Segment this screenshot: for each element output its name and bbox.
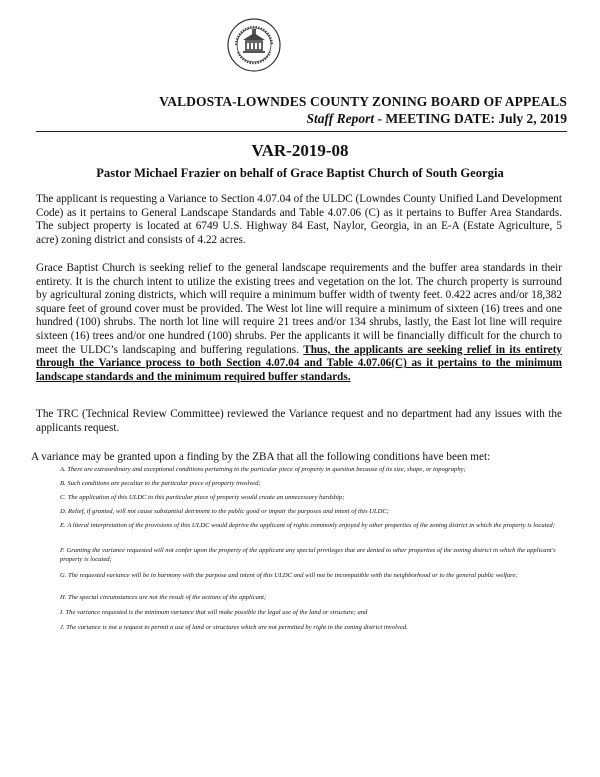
condition-item: E. A literal interpretation of the provisions of this ULDC would deprive the applicant of rights commonly enjoyed by other properties of the zoning district in which the property is located; [60,522,555,529]
relief-bold-text: Thus, the applicants are seeking relief in its entirety through the Variance process to both Section 4.07.04 and Table 4.07.06(C) as it pertains to the minimum landscape standards and the minimum required buffer standards. [36,343,563,383]
condition-item: H. The special circumstances are not the result of the actions of the applicant; [60,594,267,601]
condition-item: C. The application of this ULDC to this particular piece of property would create an unnecessary hardship; [60,494,345,501]
condition-item: A. There are extraordinary and exceptional conditions pertaining to the particular piece of property in question because of its size, shape, or topography; [60,466,466,473]
county-seal-logo [226,16,282,74]
conditions-intro: A variance may be granted upon a finding by the ZBA that all the following conditions have been met: [31,451,491,463]
condition-item: F. Granting the variance requested will not confer upon the property of the applicant any special privileges that are denied to other properties of the zoning district in which the applicant's property is located; [60,547,556,563]
request-paragraph: The applicant is requesting a Variance to Section 4.07.04 of the ULDC (Lowndes County Unified Land Development Code) as it pertains to General Landscape Standards and Table 4.07.06 (C) as it pertains to Buffer Area Standards. The subject property is located at 6749 U.S. Highway 84 East, Naylor, Georgia, in an E-A (Estate Agriculture, 5 acre) zoning district and consists of 4.22 acres. [36,193,562,246]
report-subtitle [0,111,567,127]
case-number: VAR-2019-08 [251,141,349,160]
relief-text: Grace Baptist Church is seeking relief to the general landscape requirements and the buffer area standards in their entirety. It is the church intent to utilize the existing trees and vegetation on the lot. The church property is surround by agricultural zoning districts, which will require a minimum buffer width of twenty feet. 0.422 acres and/or 18,382 square feet of ground cover must be provided. The West lot line will require a minimum of sixteen (16) trees and one hundred (100) shrubs. The north lot line will require 21 trees and/or 134 shrubs, lastly, the East lot line will require sixteen (16) trees and/or one hundred (100) shrubs. Per the applicants it will be financially difficult for the church to meet the ULDC’s landscaping and buffering regulations. [36,262,562,356]
trc-paragraph: The TRC (Technical Review Committee) reviewed the Variance request and no department had any issues with the applicants request. [36,408,562,434]
condition-item: I. The variance requested is the minimum variance that will make possible the legal use of the land or structure; and [60,609,368,616]
header-divider [36,131,567,132]
condition-item: G. The requested variance will be in harmony with the purpose and intent of this ULDC and will not be incompatible with the neighborhood or to the general public welfare; [60,572,518,579]
condition-item: D. Relief, if granted, will not cause substantial detriment to the public good or impair the purposes and intent of this ULDC; [60,508,389,515]
report-label: Staff Report [306,111,375,126]
relief-paragraph [36,262,562,384]
condition-item: B. Such conditions are peculiar to the particular piece of property involved; [60,480,261,487]
applicant-title: Pastor Michael Frazier on behalf of Grace Baptist Church of South Georgia [96,166,504,180]
condition-item: J. The variance is not a request to permit a use of land or structures which are not permitted by right in the zoning district involved. [60,624,408,631]
board-title: VALDOSTA-LOWNDES COUNTY ZONING BOARD OF APPEALS [159,94,567,109]
meeting-date: - MEETING DATE: July 2, 2019 [374,111,567,126]
